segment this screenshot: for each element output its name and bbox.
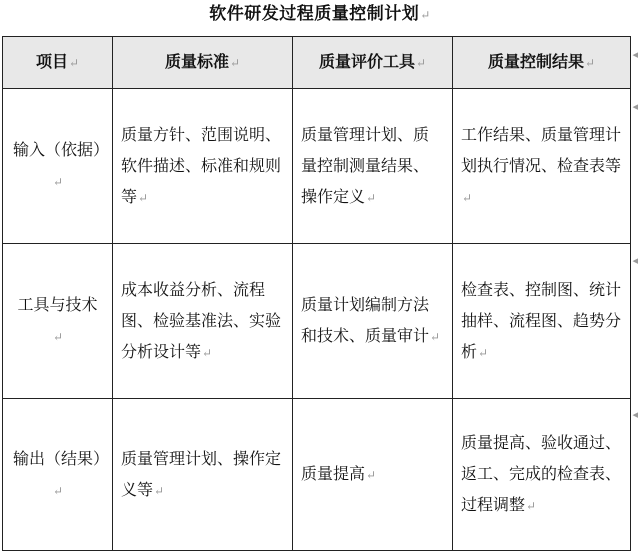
row-end-marker-icon: ◂ xyxy=(632,100,638,113)
document-title xyxy=(0,2,640,27)
table-row-input xyxy=(3,89,631,244)
document-title-text: 软件研发过程质量控制计划 xyxy=(209,4,420,24)
header-item: 项目↵ xyxy=(3,37,113,89)
table-header-row xyxy=(3,37,631,89)
row-label-input: 输入（依据）↵ xyxy=(3,89,113,244)
cell-tools-result: 检查表、控制图、统计抽样、流程图、趋势分析↵ xyxy=(453,244,631,399)
row-end-marker-icon: ◂ xyxy=(632,254,638,267)
row-label-output: 输出（结果）↵ xyxy=(3,399,113,551)
cell-tools-standard: 成本收益分析、流程图、检验基准法、实验分析设计等↵ xyxy=(113,244,293,399)
cell-output-result: 质量提高、验收通过、返工、完成的检查表、过程调整↵ xyxy=(453,399,631,551)
quality-control-table xyxy=(2,36,631,551)
cell-input-tools: 质量管理计划、质量控制测量结果、操作定义↵ xyxy=(293,89,453,244)
cell-output-standard: 质量管理计划、操作定义等↵ xyxy=(113,399,293,551)
row-end-marker-icon: ◂ xyxy=(632,48,638,61)
row-end-marker-icon: ◂ xyxy=(632,408,638,421)
paragraph-mark-icon: ↵ xyxy=(420,8,431,22)
cell-input-standard: 质量方针、范围说明、软件描述、标准和规则等↵ xyxy=(113,89,293,244)
cell-input-result: 工作结果、质量管理计划执行情况、检查表等↵ xyxy=(453,89,631,244)
table-row-tools xyxy=(3,244,631,399)
header-evaluation-tools: 质量评价工具↵ xyxy=(293,37,453,89)
cell-output-tools: 质量提高↵ xyxy=(293,399,453,551)
header-quality-standard: 质量标准↵ xyxy=(113,37,293,89)
cell-tools-tools: 质量计划编制方法和技术、质量审计↵ xyxy=(293,244,453,399)
header-control-results: 质量控制结果↵ xyxy=(453,37,631,89)
row-label-tools: 工具与技术↵ xyxy=(3,244,113,399)
table-row-output xyxy=(3,399,631,551)
